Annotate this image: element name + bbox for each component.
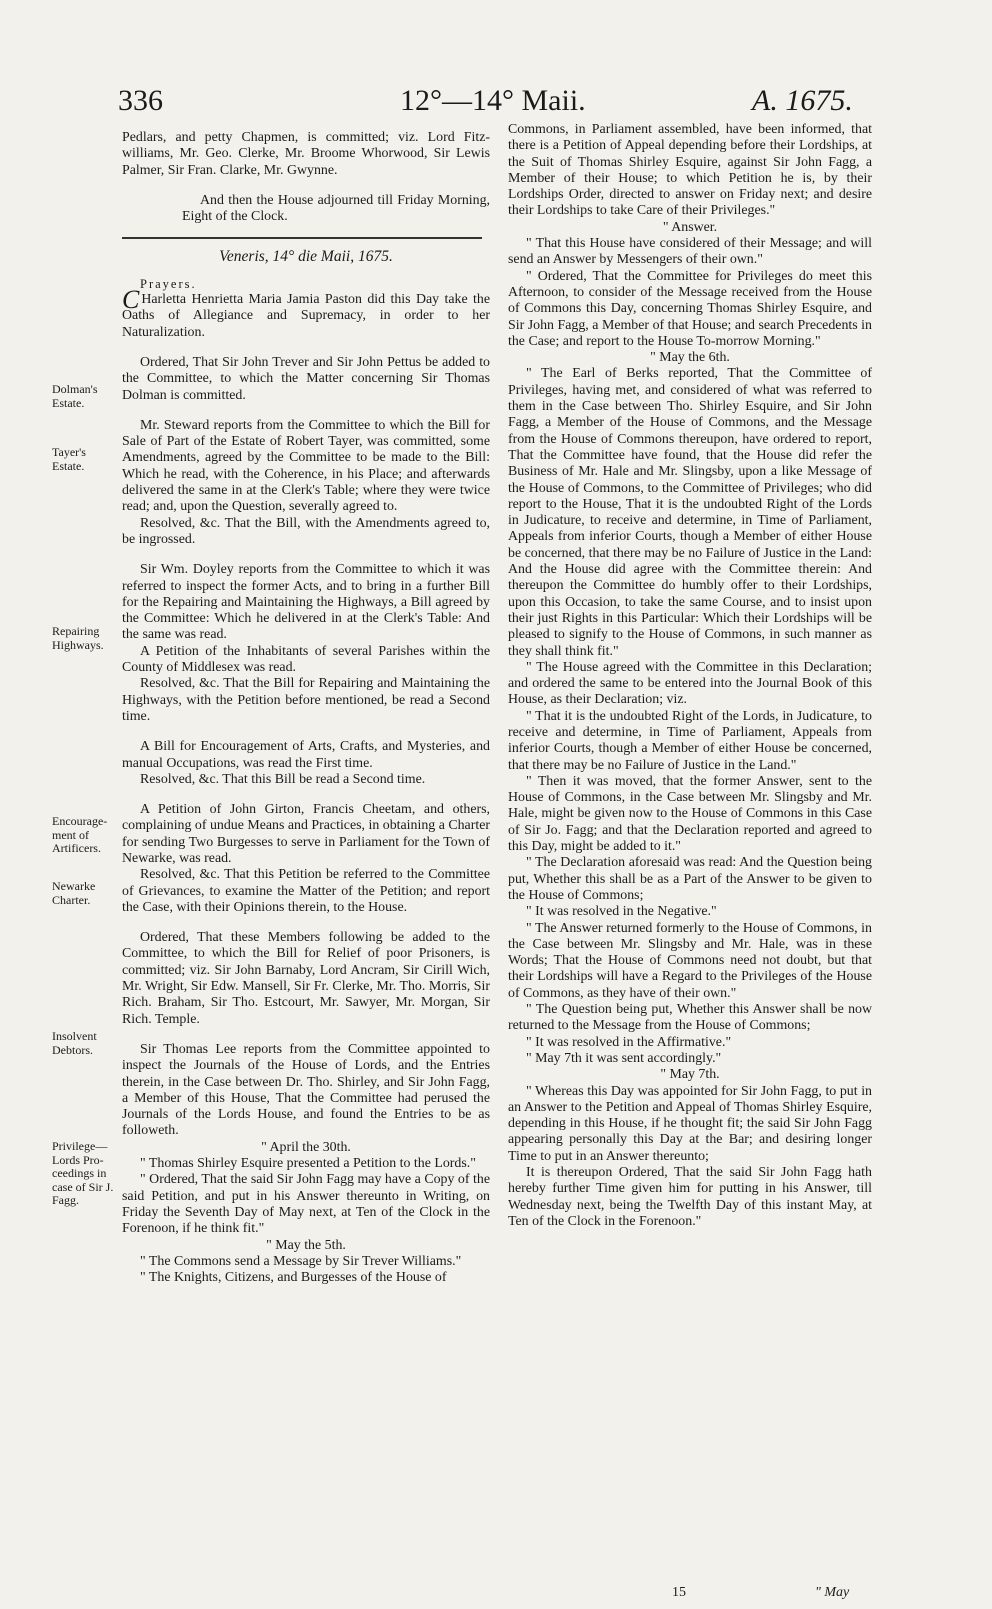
naturalization-paragraph: C Harletta Henrietta Maria Jamia Paston did this Day take the Oaths of Allegiance and Supremacy, in order to her Naturalization. — [122, 285, 490, 340]
may-5-heading: " May the 5th. — [266, 1237, 346, 1253]
drop-cap: C — [122, 285, 140, 315]
page-date: 12°—14° Maii. — [400, 84, 586, 117]
prayers-heading: Prayers. — [140, 276, 197, 291]
margin-note-newarke: Newarke Charter. — [52, 879, 96, 907]
fagg-message: " The Commons send a Message by Sir Trever Williams." — [140, 1253, 462, 1269]
fagg-report: Sir Thomas Lee reports from the Committee appointed to inspect the Journals of the House of Lords, and the Entries therein, in the Case between Dr. Tho. Shirley, and Sir John Fagg, a Member of this House, That the Committee had perused the Journals of the Lords House, and found the Entries to be as followeth. — [122, 1041, 490, 1139]
highways-petition: A Petition of the Inhabitants of several Parishes within the County of Middlesex was read. — [122, 643, 490, 676]
sent-accordingly: " May 7th it was sent accordingly." — [526, 1050, 722, 1066]
may-6-heading: " May the 6th. — [650, 350, 730, 366]
section-divider — [122, 237, 482, 239]
page-year: A. 1675. — [752, 84, 853, 117]
fagg-commons: " The Knights, Citizens, and Burgesses of the House of — [140, 1270, 447, 1286]
tayer-paragraph: Mr. Steward reports from the Committee to which the Bill for Sale of Part of the Estate of Robert Tayer, was committed, some Amendments, agreed by the Committee to be made to the Bill: Which he read, with the Coherence, in his Place; and afterwards delivered the same in at the Clerk's Table; where they were twice read; and, upon the Question, severally agreed to. — [122, 417, 490, 515]
left-column — [122, 130, 490, 1286]
tayer-resolution: Resolved, &c. That the Bill, with the Amendments agreed to, be ingrossed. — [122, 515, 490, 547]
question-paragraph: " The Declaration aforesaid was read: And the Question being put, Whether this shall be as a Part of the Answer to be given to the House of Commons; — [508, 855, 872, 903]
opening-paragraph: Pedlars, and petty Chapmen, is committed; viz. Lord Fitz-williams, Mr. Geo. Clerke, Mr. Broome Whorwood, Sir Lewis Palmer, Sir Fran. Clarke, Mr. Gwynne. — [122, 130, 490, 178]
day-heading: Veneris, 14° die Maii, 1675. — [219, 248, 393, 266]
april-30-heading: " April the 30th. — [261, 1139, 351, 1155]
catchword: " May — [815, 1585, 850, 1600]
highways-resolution: Resolved, &c. That the Bill for Repairing and Maintaining the Highways, with the Petition before mentioned, be read a Second time. — [122, 676, 490, 724]
fagg-petition: " Thomas Shirley Esquire presented a Petition to the Lords." — [140, 1156, 476, 1172]
signature-mark: 15 — [672, 1585, 686, 1600]
margin-note-fagg: Privilege— Lords Pro- ceedings in case of Sir J. Fagg. — [52, 1139, 114, 1207]
margin-note-artificers: Encourage- ment of Artificers. — [52, 814, 108, 855]
negative-result: " It was resolved in the Negative." — [526, 904, 717, 920]
fagg-appearance: " Whereas this Day was appointed for Sir John Fagg, to put in an Answer to the Petition and Appeal of Thomas Shirley Esquire, depending in this House, if he thought fit; the said Sir John Fagg appearing personally this Day at the Bar; and desiring longer Time to put in an Answer thereunto; — [508, 1083, 872, 1164]
margin-note-tayer: Tayer's Estate. — [52, 445, 86, 473]
arts-resolution: Resolved, &c. That this Bill be read a Second time. — [140, 771, 426, 787]
further-time-order: It is thereupon Ordered, That the said Sir John Fagg hath hereby further Time given him for putting in his Answer, till Wednesday next, being the Twelfth Day of this instant May, at Ten of the Clock in the Forenoon." — [508, 1165, 872, 1229]
dolman-paragraph: Ordered, That Sir John Trever and Sir John Pettus be added to the Committee, to which the Matter concerning Sir Thomas Dolman is committed. — [122, 354, 490, 403]
second-question: " The Question being put, Whether this Answer shall be now returned to the Message from the House of Commons; — [508, 1002, 872, 1034]
berks-report: " The Earl of Berks reported, That the Committee of Privileges, having met, and considered of what was referred to them in the Case between Tho. Shirley Esquire, and Sir John Fagg, a Member of the House of Commons, and the Message from the House of Commons thereupon, have ordered to report, That the Committee have found, that the House did refer the Business of Mr. Hale and Mr. Slingsby, upon a like Message of the House of Commons, to the Committee of Privileges; who did report to the House, That it is the undoubted Right of the Lords in Judicature, to receive and determine, in Time of Parliament, Appeals from inferior Courts, though a Member of either House be concerned, that there may be no Failure of Justice in the Land: And the House did agree with the Committee therein: And thereupon the Committee do humbly offer to their Lordships, upon this Occasion, to take the same Course, and to insist upon their just Rights in this Particular: Which their Lordships will be pleased to signify to the House of Commons, in such manner as they shall think fit." — [508, 366, 872, 659]
newarke-paragraph: A Petition of John Girton, Francis Cheetam, and others, complaining of undue Means and Practices, in obtaining a Charter for sending Two Burgesses to serve in Parliament for the Town of Newarke, was read. — [122, 802, 491, 866]
newarke-resolution: Resolved, &c. That this Petition be referred to the Committee of Grievances, to examine the Matter of the Petition; and report the Case, with their Opinions therein, to the House. — [122, 867, 490, 915]
page-header — [0, 82, 992, 122]
highways-paragraph: Sir Wm. Doyley reports from the Committee to which it was referred to inspect the former Acts, and to bring in a further Bill for the Repairing and Maintaining the Highways, a Bill agreed by the Committee: Which he delivered in at the Clerk's Table: And the same was read. — [122, 562, 490, 643]
motion-paragraph: " Then it was moved, that the former Answer, sent to the House of Commons, in the Case between Mr. Slingsby and Mr. Hale, might be given now to the House of Commons in this Case of Sir Jo. Fagg; and that the Declaration reported and agreed to this Day, might be added to it." — [508, 773, 872, 855]
former-answer: " The Answer returned formerly to the House of Commons, in the Case between Mr. Slingsby and Mr. Hale, was in these Words; That the House of Commons need not doubt, but that their Lordships will have a Regard to the Privileges of the House of Commons, as they have of their own." — [508, 920, 872, 1001]
declaration-agreed: " The House agreed with the Committee in this Declaration; and ordered the same to be entered into the Journal Book of this House, as their Declaration; viz. — [508, 659, 872, 708]
answer-text: " That this House have considered of their Message; and will send an Answer by Messengers of their own." — [508, 236, 872, 268]
arts-paragraph: A Bill for Encouragement of Arts, Crafts, and Mysteries, and manual Occupations, was read the First time. — [122, 739, 490, 771]
page-number: 336 — [118, 84, 163, 117]
margin-note-highways: Repairing Highways. — [52, 624, 104, 652]
adjournment: And then the House adjourned till Friday Morning, Eight of the Clock. — [182, 192, 490, 225]
privileges-order: " Ordered, That the Committee for Privileges do meet this Afternoon, to consider of the Message received from the House of Commons this Day, concerning Thomas Shirley Esquire, and Sir John Fagg, a Member of that House; and search Precedents in the Case; and report to the House To-morrow Morning." — [508, 268, 872, 349]
commons-message: Commons, in Parliament assembled, have been informed, that there is a Petition of Appeal depending before their Lordships, at the Suit of Thomas Shirley Esquire, against Sir John Fagg, a Member of their House; to which Petition he is, by their Lordships Order, directed to answer on Friday next; and desire their Lordships to take Care of their Privileges." — [508, 122, 872, 219]
right-column — [508, 122, 872, 1230]
fagg-order: " Ordered, That the said Sir John Fagg may have a Copy of the said Petition, and put in his Answer thereunto in Writing, on Friday the Seventh Day of May next, at Ten of the Clock in the Forenoon, if he think fit." — [122, 1172, 490, 1237]
margin-note-debtors: Insolvent Debtors. — [52, 1029, 97, 1057]
may-7-heading: " May 7th. — [660, 1067, 720, 1083]
affirmative-result: " It was resolved in the Affirmative." — [526, 1034, 732, 1050]
declaration-text: " That it is the undoubted Right of the Lords, in Judicature, to receive and determine, in Time of Parliament, Appeals from inferior Courts, though a Member of either House be concerned, that there may be no Failure of Justice in the Land." — [508, 708, 872, 773]
debtors-paragraph: Ordered, That these Members following be added to the Committee, to which the Bill for Relief of poor Prisoners, is committed; viz. Sir John Barnaby, Lord Ancram, Sir Cirill Wich, Mr. Wright, Sir Edw. Mansell, Sir Fr. Clerke, Mr. Tho. Morris, Sir Rich. Braham, Sir Tho. Estcourt, Mr. Sawyer, Mr. Morgan, Sir Rich. Temple. — [122, 930, 490, 1027]
answer-heading: " Answer. — [662, 219, 718, 235]
margin-note-dolman: Dolman's Estate. — [52, 382, 98, 410]
